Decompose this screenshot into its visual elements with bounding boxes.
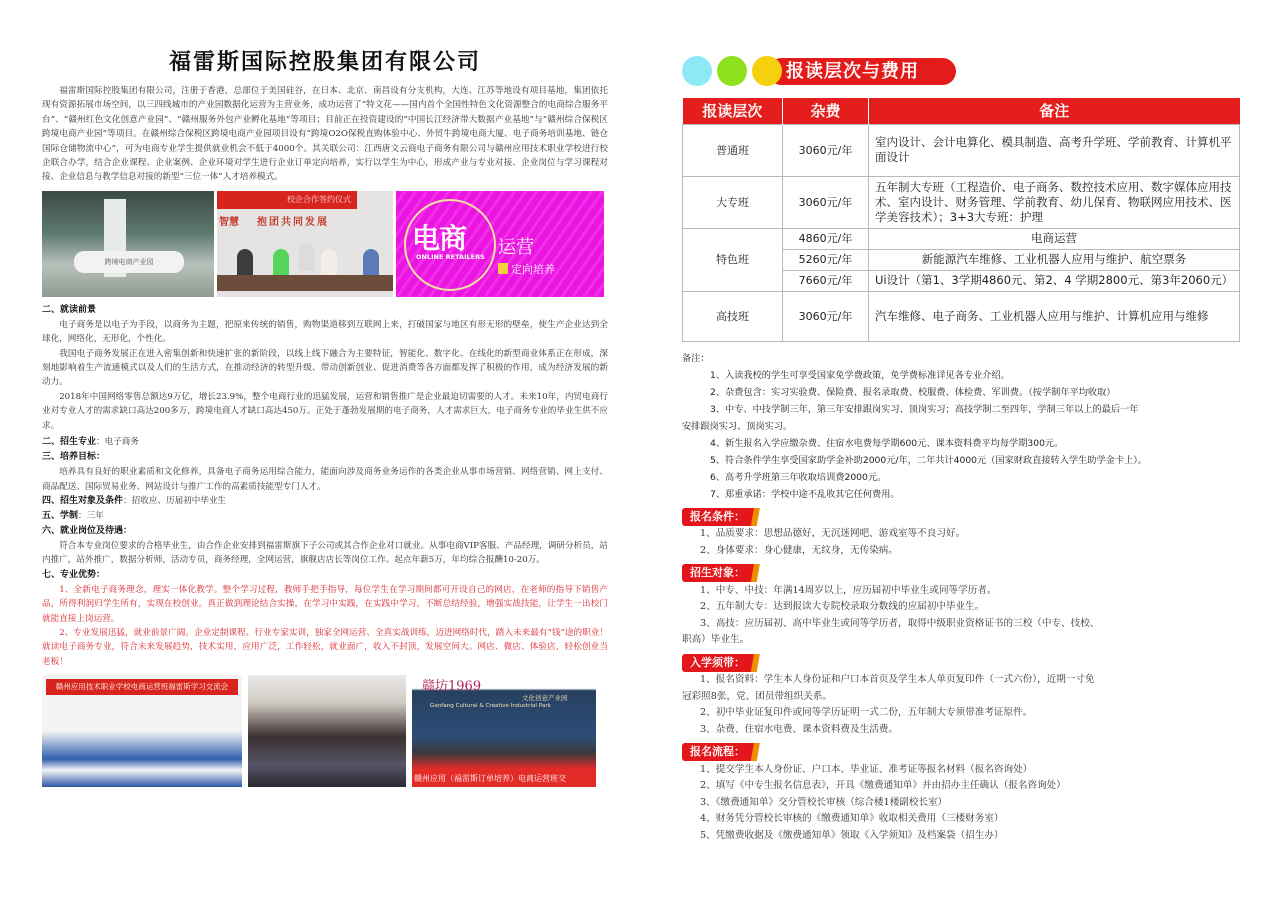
cell-note: 电商运营 bbox=[869, 228, 1240, 249]
person-figure bbox=[237, 249, 253, 277]
park-english: Ganfang Cultural & Creative Industrial Park bbox=[430, 703, 551, 710]
cell-fee: 3060元/年 bbox=[783, 176, 869, 228]
paragraph-highlight: 2、专业发展迅猛，就业前景广阔。企业定制课程、行业专家实训，独家全网运营、全真实战训练，迈进网络时代，踏入未来最有“钱”途的职业！就读电子商务专业，符合未来发展趋势，技术实用，应用广泛，工作轻松，就业面广，收入不封顶，发展空间大。网店、微店、体验店，轻松创业当老板！ bbox=[42, 627, 608, 667]
column-header-fee: 杂费 bbox=[783, 98, 869, 124]
paragraph: 2018年中国网络零售总额达9万亿，增长23.9%，整个电商行业的迅猛发展，运营和销售推广是企业最迫切需要的人才。未来10年，内贸电商行业对专业人才的需求缺口高达200多万，跨境电商人才缺口高达450万。正处于蓬勃发展期的电子商务，人才需求巨大，电子商务专业的毕业生供不应求。 bbox=[42, 391, 608, 431]
cell-level: 特色班 bbox=[683, 228, 783, 291]
cell-note: 汽车维修、电子商务、工业机器人应用与维护、计算机应用与维修 bbox=[869, 291, 1240, 341]
table-row bbox=[683, 228, 1240, 249]
photo-industrial-park-lobby bbox=[42, 191, 214, 297]
graphic-headline: 电商 bbox=[412, 221, 467, 255]
section-title: 报读层次与费用 bbox=[768, 58, 956, 85]
section-tag: 入学须带： bbox=[682, 654, 763, 672]
section-header-badge bbox=[682, 54, 1242, 86]
note-item: 5、符合条件学生享受国家助学金补助2000元/年，二年共计4000元（国家财政直接转入学生助学金卡上）。 bbox=[710, 454, 1147, 466]
section-value: ：电子商务 bbox=[96, 437, 139, 448]
cell-note: 室内设计、会计电算化、模具制造、高考升学班、学前教育、计算机平面设计 bbox=[869, 124, 1240, 176]
circle-icon-cyan bbox=[682, 56, 712, 86]
cell-fee: 7660元/年 bbox=[783, 270, 869, 291]
cell-level: 高技班 bbox=[683, 291, 783, 341]
table-row bbox=[683, 176, 1240, 228]
photo-creative-park bbox=[412, 675, 596, 787]
section-heading: 二、招生专业 bbox=[42, 437, 97, 448]
graphic-tag bbox=[498, 261, 555, 277]
section-prospects bbox=[42, 303, 608, 433]
column-header-level: 报读层次 bbox=[683, 98, 783, 124]
paragraph: 电子商务是以电子为手段，以商务为主题，把原来传统的销售，购物渠道移到互联网上来，打破国家与地区有形无形的壁垒，使生产企业达到全球化，网络化，无形化，个性化。 bbox=[42, 319, 608, 345]
section-conditions bbox=[682, 503, 1242, 560]
cell-note: Ui设计（第1、3学期4860元、第2、4 学期2800元、第3年2060元） bbox=[869, 270, 1240, 291]
list-item: 2、身体要求：身心健康，无纹身，无传染病。 bbox=[700, 544, 898, 556]
cell-note: 五年制大专班（工程造价、电子商务、数控技术应用、数字媒体应用技术、室内设计、财务管理、学前教育、幼儿保育、物联网应用技术、医学美容技术）；3+3大专班：护理 bbox=[869, 176, 1240, 228]
paragraph: 我国电子商务发展正在进入密集创新和快速扩张的新阶段，以线上线下融合为主要特征，智能化、数字化、在线化的新型商业体系正在形成，深刻地影响着生产流通模式以及人们的生活方式，在推动经济的转型升级、带动创新创业、促进消费等各方面都发挥了积极的作用，成为经济发展的新动力。 bbox=[42, 348, 608, 388]
note-item: 2、杂费包含：实习实验费、保险费、报名录取费、校服费、体检费、军训费。（按学制年平均收取） bbox=[710, 386, 1116, 398]
section-heading: 四、招生对象及条件 bbox=[42, 495, 124, 506]
note-item: 3、中专、中技学制三年，第三年安排跟岗实习、顶岗实习；高技学制二至四年，学制三年以上的最后一年 bbox=[710, 403, 1139, 415]
park-subtitle: 文化创意产业园 bbox=[522, 694, 568, 703]
section-major-goal bbox=[42, 435, 608, 669]
note-item: 1、入读我校的学生可享受国家免学费政策，免学费标准详见各专业介绍。 bbox=[710, 369, 1010, 381]
cell-fee: 3060元/年 bbox=[783, 124, 869, 176]
graphic-tag-text: 定向培养 bbox=[511, 262, 555, 276]
list-item-continued: 冠彩照8张，党、团员带组织关系。 bbox=[682, 690, 833, 702]
right-page bbox=[682, 54, 1242, 844]
section-heading: 六、就业岗位及待遇： bbox=[42, 525, 133, 536]
section-targets bbox=[682, 559, 1242, 649]
section-heading: 七、专业优势： bbox=[42, 569, 106, 580]
ceremony-table bbox=[217, 275, 393, 291]
photo-ecommerce-graphic bbox=[396, 191, 604, 297]
list-item: 4、财务凭分管校长审核的《缴费通知单》收取相关费用（三楼财务室） bbox=[700, 813, 1004, 824]
column-header-note: 备注 bbox=[869, 98, 1240, 124]
cell-fee: 3060元/年 bbox=[783, 291, 869, 341]
person-figure bbox=[321, 249, 337, 277]
company-intro: 福雷斯国际控股集团有限公司，注册于香港，总部位于美国硅谷，在日本、北京、南昌设有分支机构，大连、江苏等地设有项目基地，集团依托现有资源拓展市场空间，以三四线城市的产业园数据化运营为主营业务，成功运营了“特文花——国内首个全国性特色文化资源整合的电商综合服务平台”、“赣州红色文化创意产业园”、“赣州服务外包产业孵化基地”等项目；目前正在投资建设的“中国长江经济带大数据产业基地”与“赣州综合保税区跨境电商产业园”等项目。在赣州综合保税区跨境电商产业园项目设有“跨境O2O保税直购体验中心、外贸牛跨境电商大厦、电子商务培训基地、链仓国际仓储物流中心”，可为电商专业学生提供就业机会不低于4000个。其关联公司：江西唐文云商电子商务有限公司与赣州应用技术职业学校进行校企联合办学，结合企业课程、企业案例、企业环境对学生进行企业订单定向培养，实行以学生为中心，形成产业与专业对接、企业岗位与学习课程对接、企业信息与教学信息对接的新型“三位一体”人才培养模式。 bbox=[42, 86, 608, 183]
photo-exchange-meeting bbox=[42, 675, 242, 787]
section-process bbox=[682, 738, 1242, 844]
section-tag: 报名条件： bbox=[682, 508, 763, 526]
paragraph: 符合本专业岗位要求的合格毕业生，由合作企业安排到福雷斯旗下子公司或其合作企业对口就业。从事电商VIP客服、产品经理，调研分析员，站内推广，站外推广，数据分析师，活动专员，商务经理，全网运营，旗舰店店长等岗位工作。起点年薪5万，年均综合报酬10-20万。 bbox=[42, 540, 608, 566]
cell-note: 新能源汽车维修、工业机器人应用与维护、航空票务 bbox=[869, 249, 1240, 270]
note-item-continued: 安排跟岗实习、顶岗实习。 bbox=[682, 420, 793, 432]
note-item: 4、新生报名入学应缴杂费、住宿水电费每学期600元、课本资料费平均每学期300元。 bbox=[710, 437, 1064, 449]
company-title: 福雷斯国际控股集团有限公司 bbox=[168, 50, 481, 75]
table-row bbox=[683, 291, 1240, 341]
list-item: 1、中专、中技：年满14周岁以上，应历届初中毕业生或同等学历者。 bbox=[700, 584, 997, 596]
ceremony-slogan-left: 智慧 bbox=[219, 216, 239, 228]
ceremony-slogan: 抱团共同发展 bbox=[257, 216, 329, 228]
table-header-row bbox=[683, 98, 1240, 124]
list-item: 3、《缴费通知单》交分管校长审核（综合楼1楼副校长室） bbox=[700, 796, 948, 808]
table-row bbox=[683, 124, 1240, 176]
person-figure bbox=[273, 249, 289, 277]
top-photo-row bbox=[42, 191, 608, 297]
circle-icon-yellow bbox=[752, 56, 782, 86]
graphic-subtitle: 运营 bbox=[498, 236, 534, 258]
section-bring bbox=[682, 649, 1242, 739]
person-figure bbox=[363, 249, 379, 277]
park-banner: 赣州应用（福雷斯订单培养）电商运营班交 bbox=[414, 774, 566, 784]
fee-notes bbox=[682, 350, 1242, 503]
bottom-photo-row bbox=[42, 675, 608, 787]
ceremony-banner: 校企合作签约仪式 bbox=[217, 191, 357, 209]
paragraph: 培养具有良好的职业素质和文化修养，具备电子商务运用综合能力，能面向涉及商务业务运作的各类企业从事市场营销、网络营销、网上支付、商品配送、国际贸易业务、网站设计与推广工作的高素质技能型专门人才。 bbox=[42, 467, 608, 492]
list-item: 2、初中毕业证复印件或同等学历证明一式二份，五年制大专须带准考证原件。 bbox=[700, 707, 1033, 718]
bullet-icon bbox=[498, 263, 508, 274]
photo-signing-ceremony bbox=[217, 191, 393, 297]
note-item: 6、高考升学班第三年收取培训费2000元。 bbox=[710, 471, 887, 483]
left-page bbox=[42, 48, 608, 787]
section-tag: 报名流程： bbox=[682, 743, 763, 761]
section-heading: 二、就读前景 bbox=[42, 304, 97, 315]
list-item: 1、提交学生本人身份证、户口本、毕业证、准考证等报名材料（报名咨询处） bbox=[700, 763, 1033, 775]
paragraph-highlight: 1、全新电子商务理念，理实一体化教学。整个学习过程，教师手把手指导，每位学生在学习期间都可开设自己的网店，在老师的指导下销售产品，所得利润归学生所有，实现在校创业。真正做到理论结合实操，在学习中实践，在实践中学习，不断总结经验，增强实战技能，让学生一出校门就能直接上岗运营。 bbox=[42, 584, 608, 624]
list-item: 1、品质要求：思想品德好，无沉迷网吧、游戏室等不良习好。 bbox=[700, 528, 966, 539]
cell-level: 大专班 bbox=[683, 176, 783, 228]
park-title: 赣坊1969 bbox=[422, 679, 482, 695]
photo-students-group bbox=[248, 675, 406, 787]
list-item: 5、凭缴费收据及《缴费通知单》领取《入学须知》及档案袋（招生办） bbox=[700, 829, 1004, 841]
section-value: ：招收应、历届初中毕业生 bbox=[123, 495, 227, 506]
list-item: 3、高技：应历届初、高中毕业生或同等学历者，取得中级职业资格证书的三校（中专、技校、 bbox=[700, 617, 1100, 629]
list-item: 1、报名资料：学生本人身份证和户口本首页及学生本人单页复印件（一式六份），近期一寸免 bbox=[700, 674, 1095, 685]
section-heading: 三、培养目标： bbox=[42, 452, 106, 463]
person-figure bbox=[299, 243, 315, 271]
section-heading: 五、学制 bbox=[42, 510, 79, 521]
section-tag: 招生对象： bbox=[682, 564, 763, 582]
note-item: 7、郑重承诺：学校中途不乱收其它任何费用。 bbox=[710, 488, 900, 500]
section-value: ：三年 bbox=[78, 510, 104, 521]
list-item: 3、杂费、住宿水电费、课本资料费及生活费。 bbox=[700, 723, 898, 735]
circle-icon-green bbox=[717, 56, 747, 86]
list-item: 2、五年制大专：达到报读大专院校录取分数线的应届初中毕业生。 bbox=[700, 601, 985, 612]
cell-fee: 5260元/年 bbox=[783, 249, 869, 270]
notes-label: 备注： bbox=[682, 352, 710, 364]
list-item: 2、填写《中专生报名信息表》，开具《缴费通知单》并由招办主任确认（报名咨询处） bbox=[700, 780, 1066, 791]
fee-table bbox=[682, 98, 1240, 342]
photo-sign: 跨境电商产业园 bbox=[74, 251, 184, 273]
graphic-english: ONLINE RETAILERS bbox=[416, 252, 485, 261]
cell-level: 普通班 bbox=[683, 124, 783, 176]
list-item-continued: 职高）毕业生。 bbox=[682, 634, 750, 645]
cell-fee: 4860元/年 bbox=[783, 228, 869, 249]
meeting-banner: 赣州应用技术职业学校电商运营班福雷斯学习交流会 bbox=[46, 679, 238, 695]
